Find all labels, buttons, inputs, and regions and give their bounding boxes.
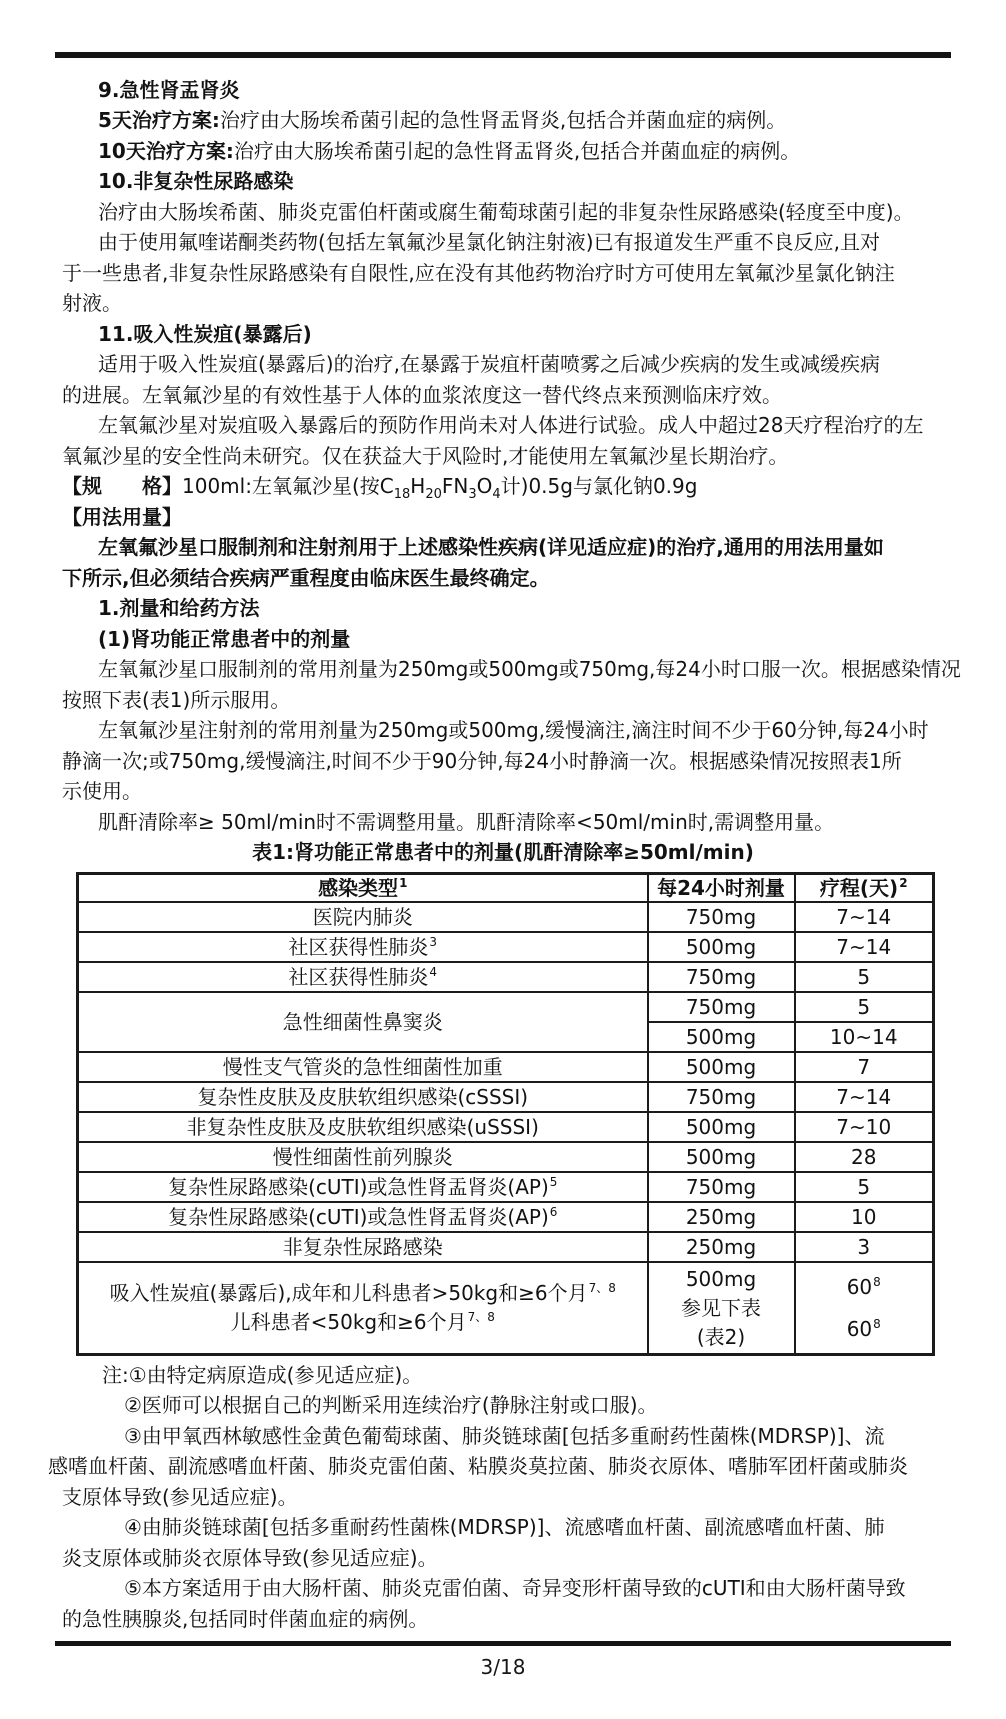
top-rule [55,52,951,58]
note-line [62,1512,884,1543]
cell-dose: 500mg [648,932,795,962]
inline-label: 5天治疗方案: [98,108,220,132]
cell-days: 7~14 [795,1082,934,1112]
note-line [62,1604,428,1635]
cell-dose: 250mg [648,1232,795,1262]
body-text: 肌酐清除率≥ 50ml/min时不需调整用量。肌酐清除率<50ml/min时,需调整用量。 [98,810,835,834]
body-text: 左氧氟沙星注射剂的常用剂量为250mg或500mg,缓慢滴注,滴注时间不少于60分钟,每24小时 [98,718,929,742]
body-text: 左氧氟沙星口服制剂和注射剂用于上述感染性疾病(详见适应症)的治疗,通用的用法用量如 [98,535,884,559]
note-text: 感嗜血杆菌、副流感嗜血杆菌、肺炎克雷伯菌、粘膜炎莫拉菌、肺炎衣原体、嗜肺军团杆菌或肺炎 [48,1454,908,1478]
body-line [62,532,884,563]
footnote-marker: 6 [549,1205,558,1220]
section-heading [62,319,312,350]
formula-subscript: 18 [393,487,411,502]
cell-infection: 医院内肺炎 [78,902,648,932]
formula-subscript: 20 [425,487,442,502]
table-row [78,1112,934,1142]
note-text: ③由甲氧西林敏感性金黄色葡萄球菌、肺炎链球菌[包括多重耐药性菌株(MDRSP)]、流 [124,1424,885,1448]
section-heading [62,624,350,655]
note-line [48,1451,908,1482]
cell-dose: 500mg 参见下表 (表2) [648,1262,795,1355]
cell-days: 28 [795,1142,934,1172]
body-text: 射液。 [62,291,122,315]
footnote-marker: 3 [429,935,438,950]
note-text: 注:①由特定病原造成(参见适应症)。 [102,1363,423,1387]
cell-days: 5 [795,1172,934,1202]
footnote-marker: 4 [429,965,438,980]
body-line [62,380,782,411]
note-line [62,1390,658,1421]
body-line [62,288,122,319]
table-row-anthrax [78,1262,934,1355]
note-text: ⑤本方案适用于由大肠杆菌、肺炎克雷伯菌、奇异变形杆菌导致的cUTI和由大肠杆菌导致 [124,1576,906,1600]
cell-dose: 250mg [648,1202,795,1232]
note-text: ②医师可以根据自己的判断采用连续治疗(静脉注射或口服)。 [124,1393,658,1417]
body-line [62,258,895,289]
table-title-text: 表1:肾功能正常患者中的剂量(肌酐清除率≥50ml/min) [252,840,754,864]
footnote-marker: 7、8 [588,1281,616,1296]
header-infection-type: 感染类型$^1$ [78,874,648,903]
body-text: 的进展。左氧氟沙星的有效性基于人体的血浆浓度这一替代终点来预测临床疗效。 [62,383,782,407]
body-text: 由于使用氟喹诺酮类药物(包括左氧氟沙星氯化钠注射液)已有报道发生严重不良反应,且对 [98,230,880,254]
cell-days: $60^8$ $60^8$ [795,1262,934,1355]
cell-dose: 500mg [648,1052,795,1082]
table1-title [0,837,1006,868]
inline-label: 10天治疗方案: [98,139,234,163]
spec-text: 100ml:左氧氟沙星(按C [182,474,394,498]
spec-text: 计)0.5g与氯化钠0.9g [500,474,698,498]
body-text: 适用于吸入性炭疽(暴露后)的治疗,在暴露于炭疽杆菌喷雾之后减少疾病的发生或减缓疾病 [98,352,880,376]
body-line [62,563,550,594]
heading-text: (1)肾功能正常患者中的剂量 [98,627,351,651]
cell-days: 7~14 [795,932,934,962]
body-line [62,654,961,685]
section-heading [62,75,240,106]
body-text: 氧氟沙星的安全性尚未研究。仅在获益大于风险时,才能使用左氧氟沙星长期治疗。 [62,444,789,468]
heading-text: 【用法用量】 [62,505,182,529]
note-text: 的急性胰腺炎,包括同时伴菌血症的病例。 [62,1607,429,1631]
cell-infection: 复杂性尿路感染(cUTI)或急性肾盂肾炎(AP)$^5$ [78,1172,648,1202]
heading-text: 9.急性肾盂肾炎 [98,78,240,102]
body-line [62,746,902,777]
cell-days: 7~14 [795,902,934,932]
page-number: 3/18 [480,1655,526,1679]
table-row [78,932,934,962]
cell-dose: 500mg [648,1112,795,1142]
body-line [62,807,834,838]
body-text: 按照下表(表1)所示服用。 [62,688,291,712]
table-row [78,992,934,1022]
cell-dose: 750mg [648,1172,795,1202]
section-heading [62,502,182,533]
body-text: 静滴一次;或750mg,缓慢滴注,时间不少于90分钟,每24小时静滴一次。根据感染情况按照表1所 [62,749,902,773]
body-text: 治疗由大肠埃希菌、肺炎克雷伯杆菌或腐生葡萄球菌引起的非复杂性尿路感染(轻度至中度)。 [98,200,914,224]
body-line [62,410,923,441]
body-line [62,685,290,716]
note-text: 炎支原体或肺炎衣原体导致(参见适应症)。 [62,1546,438,1570]
body-line [62,776,142,807]
spec-label: 【规 格】 [62,474,182,498]
note-line [62,1421,884,1452]
body-text: 左氧氟沙星对炭疽吸入暴露后的预防作用尚未对人体进行试验。成人中超过28天疗程治疗的左 [98,413,924,437]
heading-text: 1.剂量和给药方法 [98,596,260,620]
footnote-marker: 5 [549,1175,558,1190]
cell-infection: 急性细菌性鼻窦炎 [78,992,648,1052]
cell-dose: 750mg [648,992,795,1022]
note-line [62,1482,298,1513]
cell-days: 10~14 [795,1022,934,1052]
formula-subscript: 3 [468,487,477,502]
cell-dose: 500mg [648,1142,795,1172]
cell-days: 7~10 [795,1112,934,1142]
cell-infection: 慢性细菌性前列腺炎 [78,1142,648,1172]
table-row [78,962,934,992]
footnote-marker: 8 [873,1275,881,1290]
cell-days: 3 [795,1232,934,1262]
body-line [62,349,880,380]
bottom-rule [55,1641,951,1646]
cell-infection: 复杂性皮肤及皮肤软组织感染(cSSSI) [78,1082,648,1112]
table-row [78,1232,934,1262]
body-text: 示使用。 [62,779,142,803]
table-row [78,1142,934,1172]
table-row [78,902,934,932]
table-row [78,1172,934,1202]
body-text: 下所示,但必须结合疾病严重程度由临床医生最终确定。 [62,566,550,590]
footnote-marker: 8 [873,1317,881,1332]
body-line [62,715,929,746]
formula-subscript: 4 [492,487,501,502]
body-text: 左氧氟沙星口服制剂的常用剂量为250mg或500mg或750mg,每24小时口服一次。根据感染情况 [98,657,961,681]
note-text: ④由肺炎链球菌[包括多重耐药性菌株(MDRSP)]、流感嗜血杆菌、副流感嗜血杆菌、肺 [124,1515,885,1539]
note-line [62,1543,438,1574]
cell-days: 7 [795,1052,934,1082]
footnote-marker: 2 [899,876,908,891]
note-line [62,1360,422,1391]
cell-days: 10 [795,1202,934,1232]
spec-text: O [476,474,493,498]
body-line [62,197,914,228]
cell-dose: 750mg [648,1082,795,1112]
cell-infection: 社区获得性肺炎$^4$ [78,962,648,992]
body-line [62,227,880,258]
note-line [62,1573,906,1604]
body-text: 治疗由大肠埃希菌引起的急性肾盂肾炎,包括合并菌血症的病例。 [219,108,787,132]
footnote-marker: 7、8 [467,1310,495,1325]
cell-dose: 750mg [648,962,795,992]
table-header-row [78,874,934,903]
table-row [78,1052,934,1082]
body-line [62,105,786,136]
body-text: 治疗由大肠埃希菌引起的急性肾盂肾炎,包括合并菌血症的病例。 [233,139,801,163]
footnote-marker: 1 [399,876,408,891]
header-dose: 每24小时剂量 [648,874,795,903]
header-days: 疗程(天)$^2$ [795,874,934,903]
section-heading [62,593,260,624]
spec-text: H [410,474,426,498]
spec-text: FN [441,474,469,498]
table-row [78,1202,934,1232]
dosage-table [76,872,935,1356]
body-line [62,441,788,472]
cell-dose: 500mg [648,1022,795,1052]
table-row [78,1082,934,1112]
note-text: 支原体导致(参见适应症)。 [62,1485,298,1509]
heading-text: 11.吸入性炭疽(暴露后) [98,322,312,346]
cell-infection: 慢性支气管炎的急性细菌性加重 [78,1052,648,1082]
body-line [62,136,800,167]
cell-days: 5 [795,962,934,992]
section-heading [62,166,293,197]
cell-dose: 750mg [648,902,795,932]
cell-infection: 非复杂性尿路感染 [78,1232,648,1262]
cell-infection: 复杂性尿路感染(cUTI)或急性肾盂肾炎(AP)$^6$ [78,1202,648,1232]
cell-days: 5 [795,992,934,1022]
cell-infection: 吸入性炭疽(暴露后),成年和儿科患者>50kg和≥6个月$^{7、8}$ 儿科患者<50kg和≥6个月$^{7、8}$ [78,1262,648,1355]
heading-text: 10.非复杂性尿路感染 [98,169,294,193]
cell-infection: 社区获得性肺炎$^3$ [78,932,648,962]
cell-infection: 非复杂性皮肤及皮肤软组织感染(uSSSI) [78,1112,648,1142]
body-text: 于一些患者,非复杂性尿路感染有自限性,应在没有其他药物治疗时方可使用左氧氟沙星氯化钠注 [62,261,895,285]
spec-line [62,471,697,502]
